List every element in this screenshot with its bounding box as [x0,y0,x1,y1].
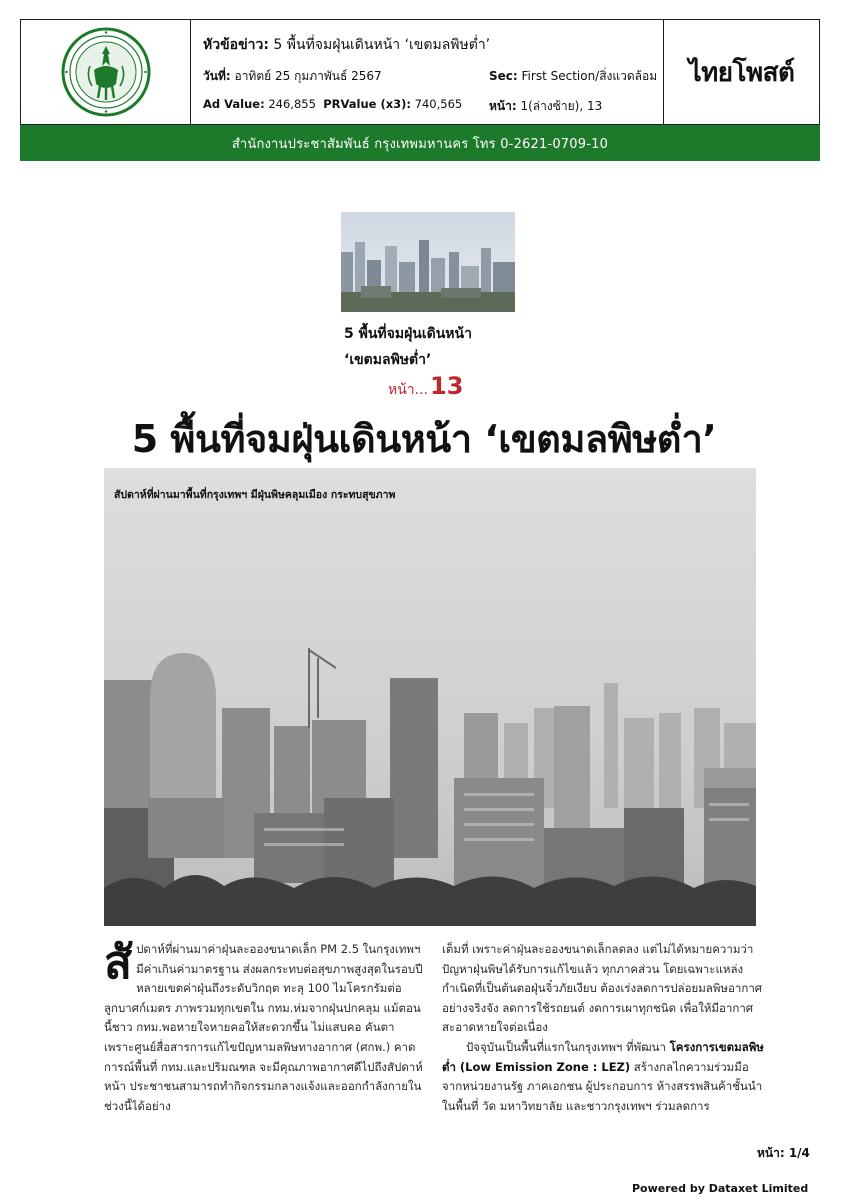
teaser-page-prefix: หน้า... [388,382,429,398]
teaser-photo [341,212,515,312]
value-row [203,97,462,111]
header-box [20,19,820,125]
column-2-paragraph-1: เต็มที่ เพราะค่าฝุ่นละอองขนาดเล็กลดลง แต่ไม่ได้หมายความว่าปัญหาฝุ่นพิษได้รับการแก้ไขแล้ว ทุกภาคส่วน โดยเฉพาะแหล่งกำเนิดที่เป็นต้นตอฝุ่นจิ๋วภัยเงียบ ต้องเร่งลดการปล่อยมลพิษอากาศอย่างจริงจัง ลดการใช้รถยนต์ งดการเผาทุกชนิด เพื่อให้มีอากาศสะอาดหายใจต่อเนื่อง [442,942,763,1035]
drop-cap: สั [104,935,133,989]
ad-value: 246,855 [268,97,316,111]
article-column-2 [442,940,764,1116]
contact-bar [20,125,820,161]
pr-value-label: PRValue (x3): [323,97,412,111]
powered-by: Powered by Dataxet Limited [632,1182,809,1195]
section-label: Sec: [489,69,518,83]
teaser-title-line1: 5 พื้นที่จมฝุ่นเดินหน้า [344,326,472,342]
headline-row [203,34,490,56]
page-indicator: หน้า: 1/4 [757,1146,810,1160]
teaser-page-ref [388,372,463,401]
hazy-city-skyline-icon [104,468,756,926]
page-ref-row [489,97,602,116]
date-row [203,67,382,86]
ad-value-label: Ad Value: [203,97,265,111]
logo-cell [21,20,191,124]
lez-intro-text: ปัจจุบันเป็นพื้นที่แรกในกรุงเทพฯ ที่พัฒนา [466,1039,670,1054]
date-label: วันที่: [203,69,231,83]
page-label: หน้า: [489,99,517,113]
publication-brand [663,20,819,124]
contact-text: สำนักงานประชาสัมพันธ์ กรุงเทพมหานคร โทร 0-2621-0709-10 [231,136,609,152]
lez-body-text: สร้างกลไกความร่วมมือจากหน่วยงานรัฐ ภาคเอกชน ผู้ประกอบการ ห้างสรรพสินค้าชั้นนำในพื้นที่ วัด มหาวิทยาลัย และชาวกรุงเทพฯ ร่วมลดการ [442,1059,763,1113]
page-value: 1(ล่างซ้าย), 13 [520,99,603,113]
lez-project-name: โครงการเขตมลพิษต่ำ (Low Emission Zone : LEZ) [442,1039,764,1074]
column-1-text: ปดาห์ที่ผ่านมาค่าฝุ่นละอองขนาดเล็ก PM 2.5 ในกรุงเทพฯ มีค่าเกินค่ามาตรฐาน ส่งผลกระทบต่อสุขภาพสูงสุดในรอบปี หลายเขตค่าฝุ่นถึงระดับวิกฤต ทะลุ 100 ไมโครกรัมต่อลูกบาศก์เมตร ภาพรวมทุกเขตใน กทม.ห่มจากฝุ่นปกคลุม แม้ตอนนี้ชาว กทม.พอหายใจหายคอให้สะดวกขึ้น ไม่แสบคอ คันตา เพราะศูนย์สื่อสารการแก้ไขปัญหามลพิษทางอากาศ (ศกพ.) คาดการณ์พื้นที่ กทม.และปริมณฑล จะมีคุณภาพอากาศดีไปถึงสัปดาห์หน้า ประชาชนสามารถทำกิจกรรมกลางแจ้งและออกกำลังกายในช่วงนี้ได้อย่าง [104,942,423,1113]
column-2-paragraph-2 [442,1038,764,1116]
headline-value: 5 พื้นที่จมฝุ่นเดินหน้า ‘เขตมลพิษต่ำ’ [273,37,491,53]
city-skyline-icon [341,212,515,312]
main-photo [104,468,756,926]
clipping-info [191,20,663,124]
article-headline: 5 พื้นที่จมฝุ่นเดินหน้า ‘เขตมลพิษต่ำ’ [131,417,717,461]
headline-label: หัวข้อข่าว: [203,37,269,53]
date-value: อาทิตย์ 25 กุมภาพันธ์ 2567 [234,69,382,83]
section-row [489,67,657,86]
pr-value: 740,565 [414,97,463,111]
section-value: First Section/สิ่งแวดล้อม [521,69,658,83]
article-column-1 [104,935,426,1116]
brand-logo-text: ไทยโพสต์ [688,57,795,88]
clipping-header [20,19,820,161]
teaser-page-number: 13 [430,372,464,400]
teaser-title-line2: ‘เขตมลพิษต่ำ’ [344,352,432,368]
photo-caption: สัปดาห์ที่ผ่านมาพื้นที่กรุงเทพฯ มีฝุ่นพิษคลุมเมือง กระทบสุขภาพ [114,489,396,501]
bma-seal-icon [60,26,152,118]
